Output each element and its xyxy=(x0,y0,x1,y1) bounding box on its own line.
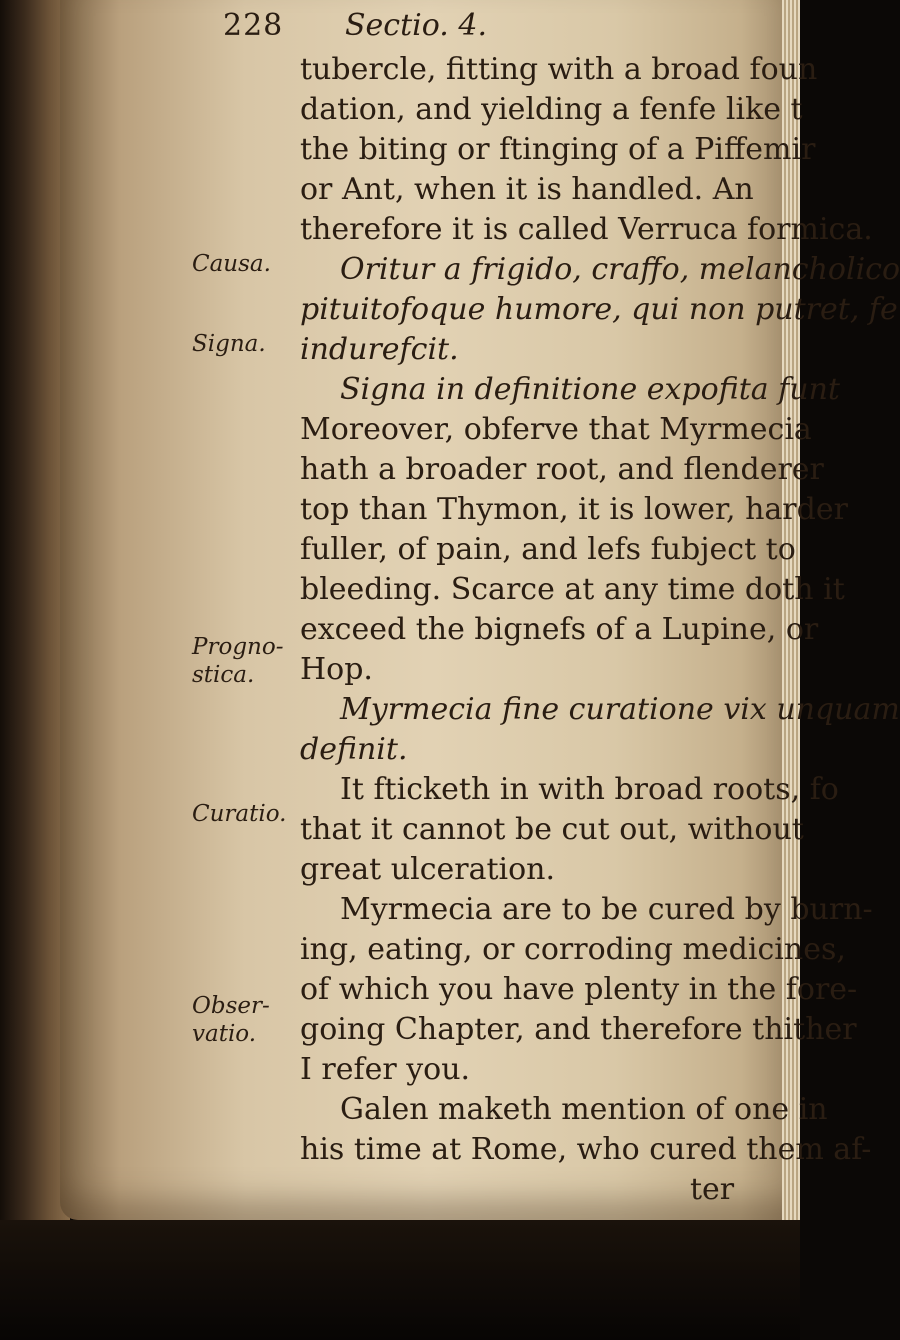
text-line: tubercle, fitting with a broad foun xyxy=(300,52,818,87)
text-line: I refer you. xyxy=(300,1052,471,1087)
text-line: dation, and yielding a fenfe like t xyxy=(300,92,803,127)
text-line: bleeding. Scarce at any time doth it xyxy=(300,572,845,607)
margin-note-observatio: Obser- vatio. xyxy=(192,993,270,1047)
text-line: Galen maketh mention of one in xyxy=(340,1092,828,1127)
text-line: exceed the bignefs of a Lupine, or xyxy=(300,612,819,647)
margin-note-curatio: Curatio. xyxy=(192,801,287,827)
background-bottom xyxy=(0,1220,800,1340)
text-line: Moreover, obferve that Myrmecia xyxy=(300,412,812,447)
text-line: ter xyxy=(690,1172,735,1207)
text-line: ing, eating, or corroding medicines, xyxy=(300,932,846,967)
text-line: hath a broader root, and flenderer xyxy=(300,452,824,487)
margin-note-prognostica: Progno- stica. xyxy=(192,634,284,688)
text-line: great ulceration. xyxy=(300,852,556,887)
section-heading: Sectio. 4. xyxy=(345,8,487,43)
text-line: Signa in definitione expofita funt xyxy=(340,372,840,407)
text-line: Hop. xyxy=(300,652,373,687)
text-line: indurefcit. xyxy=(300,332,459,367)
text-line: fuller, of pain, and lefs fubject to xyxy=(300,532,796,567)
text-line: definit. xyxy=(300,732,408,767)
text-line: Myrmecia fine curatione vix unquam xyxy=(340,692,900,727)
margin-note-causa: Causa. xyxy=(192,251,271,277)
text-line: the biting or ftinging of a Piffemir xyxy=(300,132,816,167)
text-line: or Ant, when it is handled. An xyxy=(300,172,754,207)
text-line: Myrmecia are to be cured by burn- xyxy=(340,892,873,927)
margin-note-signa: Signa. xyxy=(192,331,266,357)
text-line: pituitofoque humore, qui non putret, fe xyxy=(300,292,898,327)
text-line: his time at Rome, who cured them af- xyxy=(300,1132,872,1167)
text-line: It fticketh in with broad roots, fo xyxy=(340,772,839,807)
text-line: top than Thymon, it is lower, harder xyxy=(300,492,848,527)
text-line: Oritur a frigido, craffo, melancholico xyxy=(340,252,900,287)
text-line: of which you have plenty in the fore- xyxy=(300,972,858,1007)
text-line: therefore it is called Verruca formica. xyxy=(300,212,873,247)
text-line: going Chapter, and therefore thither xyxy=(300,1012,857,1047)
text-line: that it cannot be cut out, without xyxy=(300,812,804,847)
page-number: 228 xyxy=(223,8,284,43)
